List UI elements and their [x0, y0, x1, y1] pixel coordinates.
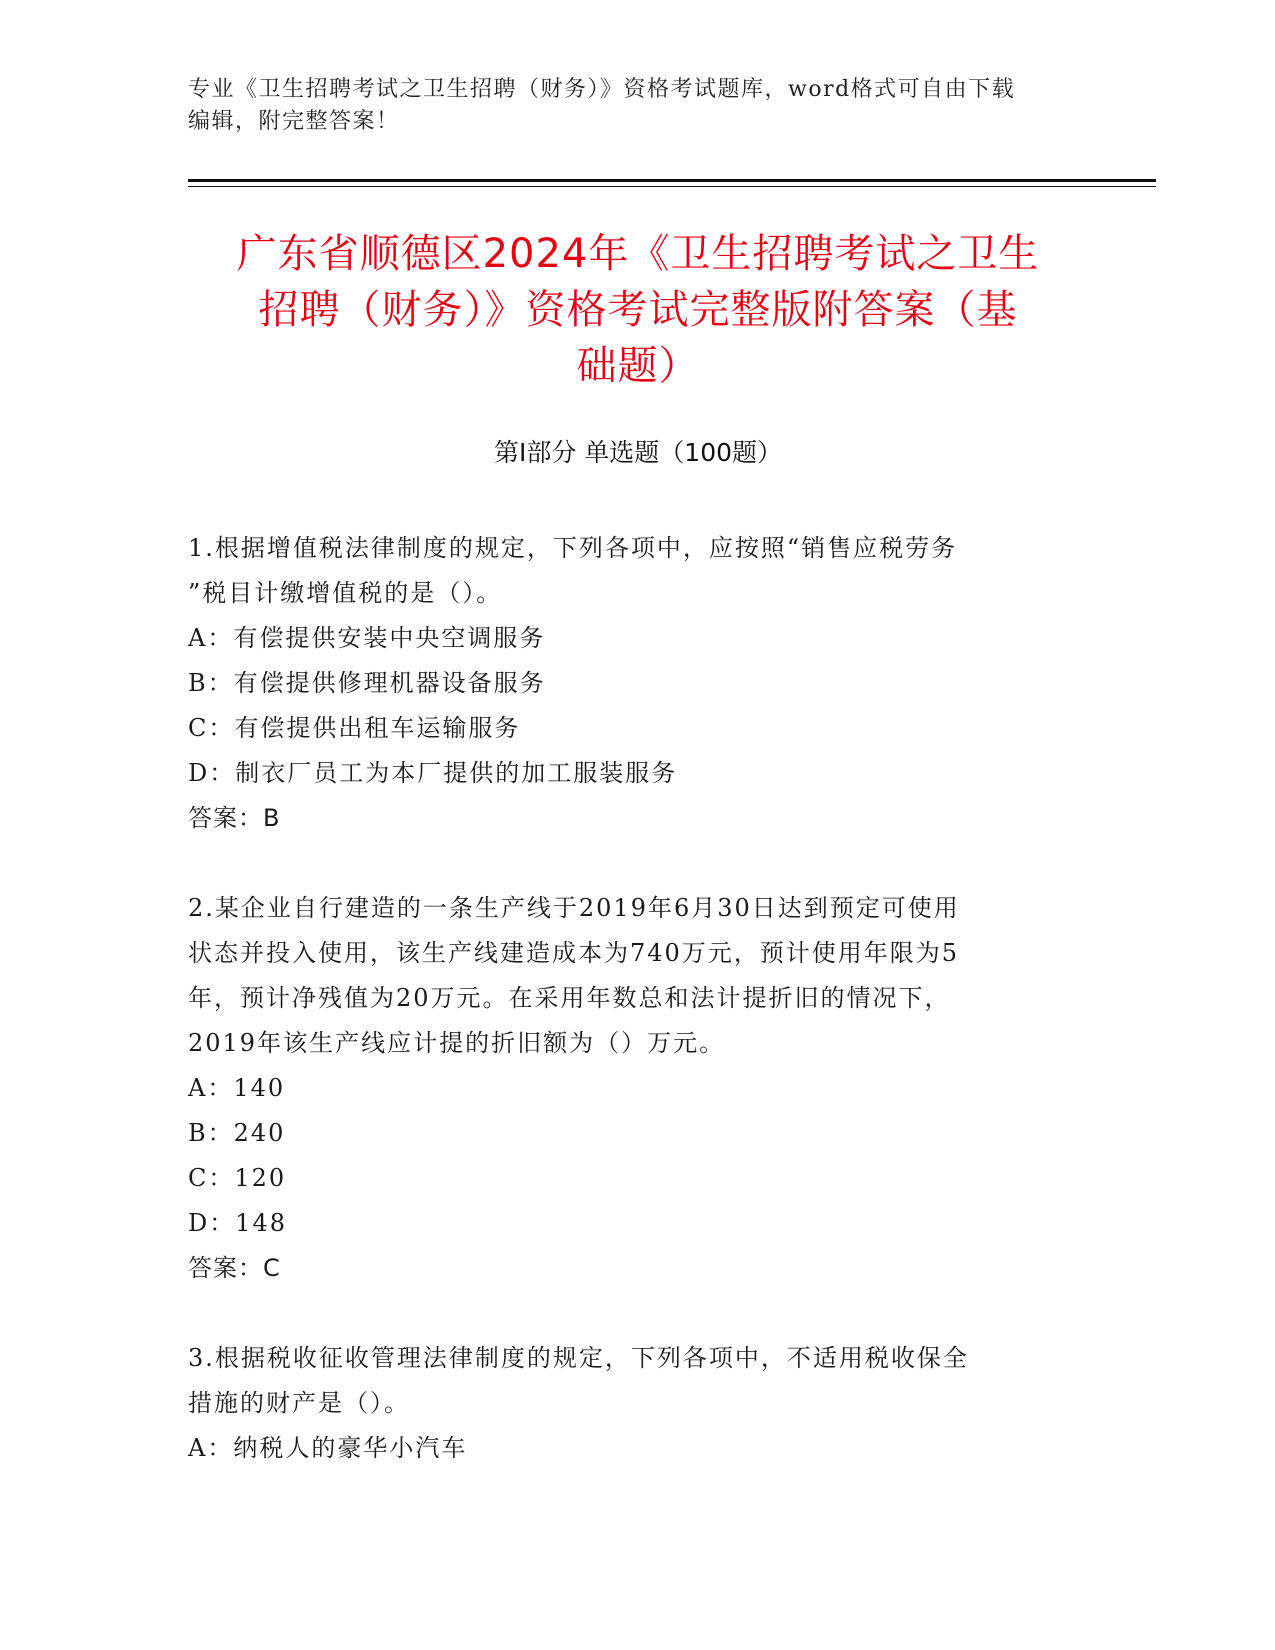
- document-title: [188, 226, 1088, 394]
- option-a: A：有偿提供安装中央空调服务: [188, 624, 546, 652]
- document-title-line: 础题）: [576, 343, 700, 389]
- question-stem: 3.根据税收征收管理法律制度的规定，下列各项中，不适用税收保全: [188, 1344, 969, 1372]
- header-note-line: 编辑，附完整答案！: [188, 109, 400, 134]
- option-c: C：120: [188, 1164, 287, 1192]
- option-b: B：240: [188, 1119, 286, 1147]
- option-b: B：有偿提供修理机器设备服务: [188, 669, 546, 697]
- header-note-line: 专业《卫生招聘考试之卫生招聘（财务）》资格考试题库，word格式可自由下载: [188, 77, 1016, 102]
- document-title-line: 广东省顺德区2024年《卫生招聘考试之卫生: [236, 231, 1040, 277]
- option-c: C：有偿提供出租车运输服务: [188, 714, 521, 742]
- question-stem: 1.根据增值税法律制度的规定，下列各项中，应按照“销售应税劳务: [188, 534, 958, 562]
- question-1: [188, 526, 1068, 841]
- section-heading: 第I部分 单选题（100题）: [493, 438, 783, 467]
- question-stem: 措施的财产是（）。: [188, 1389, 410, 1417]
- answer: 答案：B: [188, 804, 281, 832]
- header-note: [188, 74, 1068, 138]
- option-a: A：140: [188, 1074, 286, 1102]
- question-stem: 2019年该生产线应计提的折旧额为（）万元。: [188, 1029, 726, 1057]
- option-d: D：148: [188, 1209, 288, 1237]
- header-divider-thin: [188, 186, 1156, 187]
- question-2: [188, 886, 1068, 1291]
- question-stem: 2.某企业自行建造的一条生产线于2019年6月30日达到预定可使用: [188, 894, 960, 922]
- question-stem: 年，预计净残值为20万元。在采用年数总和法计提折旧的情况下，: [188, 984, 951, 1012]
- question-stem: ”税目计缴增值税的是（）。: [188, 579, 503, 607]
- header-divider-thick: [188, 179, 1156, 182]
- question-stem: 状态并投入使用，该生产线建造成本为740万元，预计使用年限为5: [188, 939, 960, 967]
- option-d: D：制衣厂员工为本厂提供的加工服装服务: [188, 759, 678, 787]
- question-list: [188, 526, 1068, 1516]
- answer: 答案：C: [188, 1254, 281, 1282]
- option-a: A：纳税人的豪华小汽车: [188, 1434, 468, 1462]
- question-3: [188, 1336, 1068, 1471]
- document-title-line: 招聘（财务）》资格考试完整版附答案（基: [258, 287, 1018, 333]
